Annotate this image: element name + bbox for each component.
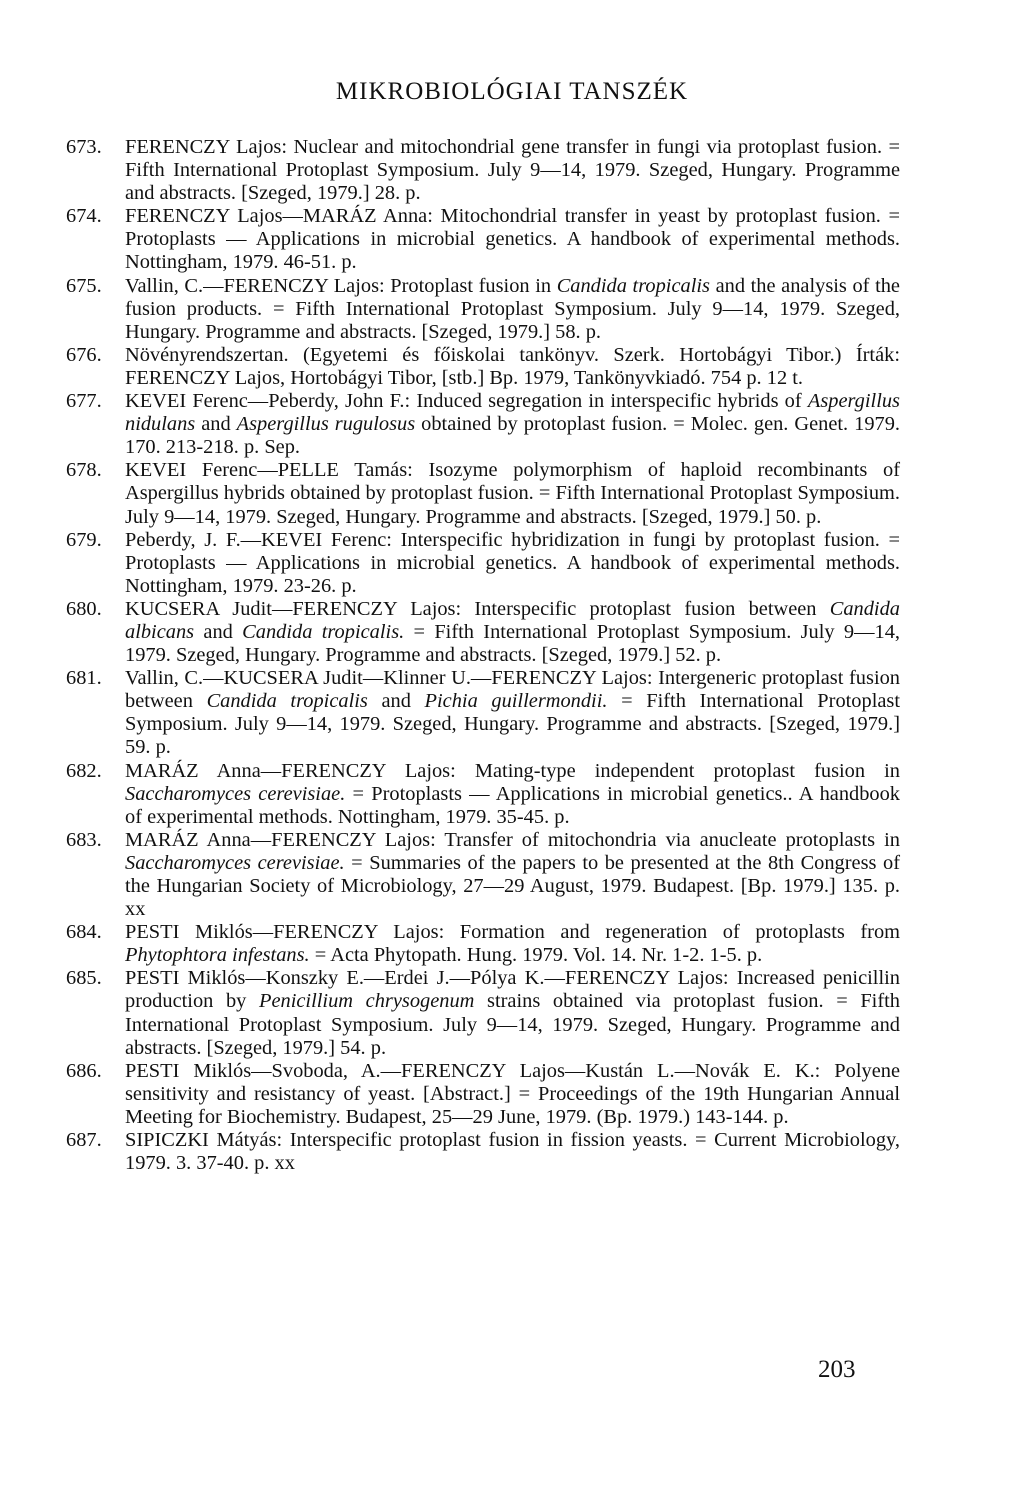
entry-number: 675. (66, 274, 102, 297)
entry-text: KEVEI Ferenc—Peberdy, John F.: Induced segregation in interspecific hybrids of (125, 390, 808, 413)
entry-text: obtained by protoplast fusion. = Molec. gen. Genet. 1979. 170. 213-218. p. Sep. (125, 413, 901, 459)
species-name-italic: Pichia guillermondii. (424, 690, 608, 713)
entry-text: PESTI Miklós—FERENCZY Lajos: Formation and regeneration of protoplasts from (125, 921, 900, 944)
page-number: 203 (818, 1356, 856, 1383)
bibliography-entry (66, 597, 900, 667)
entry-text: PESTI Miklós—Konszky E.—Erdei J.—Pólya K.—FERENCZY Lajos: Increased penicillin production by (125, 967, 900, 1013)
bibliography-entry (66, 390, 901, 459)
entry-text: Vallin, C.—FERENCZY Lajos: Protoplast fusion in (125, 274, 557, 297)
entry-number: 685. (66, 967, 102, 990)
entry-text: MARÁZ Anna—FERENCZY Lajos: Transfer of mitochondria via anucleate protoplasts in (125, 828, 900, 851)
entry-number: 676. (66, 343, 102, 366)
bibliography-entry (66, 667, 901, 759)
bibliography-entry (66, 828, 901, 921)
bibliography-entry (66, 136, 900, 205)
entry-number: 681. (66, 667, 102, 690)
entry-text: Peberdy, J. F.—KEVEI Ferenc: Interspecific hybridization in fungi by protoplast fusion. = Protoplasts — Applications in microbial genetics. A handbook of experimental methods. Nottingham, 1979. 23-26. p. (125, 528, 900, 597)
entry-text: and (194, 620, 243, 643)
entry-number: 673. (66, 136, 102, 158)
entry-number: 686. (66, 1059, 102, 1082)
entry-text: KUCSERA Judit—FERENCZY Lajos: Interspecific protoplast fusion between (125, 597, 830, 620)
species-name-italic: Saccharomyces cerevisiae. (125, 851, 345, 874)
species-name-italic: Candida tropicalis (206, 690, 368, 713)
entry-text: Vallin, C.—KUCSERA Judit—Klinner U.—FERENCZY Lajos: Intergeneric protoplast fusion between (125, 667, 900, 713)
entry-number: 678. (66, 459, 102, 482)
entry-number: 677. (66, 390, 102, 413)
entry-number: 680. (66, 597, 102, 620)
entry-number: 687. (66, 1129, 102, 1152)
entry-text: KEVEI Ferenc—PELLE Tamás: Isozyme polymorphism of haploid recombinants of Aspergillus hybrids obtained by protoplast fusion. = Fifth International Protoplast Symposium. July 9—14, 1979. Szeged, Hungary. Programme and abstracts. [Szeged, 1979.] 50. p. (125, 459, 900, 528)
entry-number: 679. (66, 528, 102, 551)
entry-text: = Acta Phytopath. Hung. 1979. Vol. 14. Nr. 1-2. 1-5. p. (309, 944, 763, 967)
entry-text: = Fifth International Protoplast Symposium. July 9—14, 1979. Szeged, Hungary. Programme and abstracts. [Szeged, 1979.] 52. p. (125, 620, 900, 667)
entry-text: and (367, 690, 425, 713)
bibliography-entry (66, 459, 900, 528)
bibliography-entry (66, 528, 900, 598)
entry-text: FERENCZY Lajos—MARÁZ Anna: Mitochondrial transfer in yeast by protoplast fusion. = Protoplasts — Applications in microbial genetics. A handbook of experimental methods. Nottingham, 1979. 46-51. p. (125, 205, 900, 274)
species-name-italic: Phytophtora infestans. (125, 944, 310, 967)
entry-number: 683. (66, 828, 102, 851)
bibliography-entry (66, 759, 901, 829)
entry-text: strains obtained via protoplast fusion. = Fifth International Protoplast Symposium. July 9—14, 1979. Szeged, Hungary. Programme and abstracts. [Szeged, 1979.] 54. p. (125, 990, 901, 1059)
species-name-italic: Candida tropicalis. (242, 620, 405, 643)
entry-text: = Fifth International Protoplast Symposium. July 9—14, 1979. Szeged, Hungary. Programme and abstracts. [Szeged, 1979.] 59. p. (125, 690, 901, 759)
entry-text: Növényrendszertan. (Egyetemi és főiskolai tankönyv. Szerk. Hortobágyi Tibor.) Írták: FERENCZY Lajos, Hortobágyi Tibor, [stb.] Bp. 1979, Tankönyvkiadó. 754 p. 12 t. (125, 343, 900, 389)
entry-text: = Protoplasts — Applications in microbial genetics.. A handbook of experimental methods. Nottingham, 1979. 35-45. p. (125, 782, 901, 828)
page-header: MIKROBIOLÓGIAI TANSZÉK (335, 78, 689, 105)
entry-number: 682. (66, 759, 102, 782)
bibliography-entry (66, 205, 900, 274)
species-name-italic: Candida albicans (125, 597, 900, 643)
entry-text: PESTI Miklós—Svoboda, A.—FERENCZY Lajos—Kustán L.—Novák E. K.: Polyene sensitivity and resistancy of yeast. [Abstract.] = Proceedings of the 19th Hungarian Annual Meeting for Biochemistry. Budapest, 25—29 June, 1979. (Bp. 1979.) 143-144. p. (125, 1059, 900, 1128)
entry-text: and (195, 413, 237, 436)
bibliography-entry (66, 1059, 900, 1129)
bibliography-entry (66, 921, 900, 967)
entry-text: FERENCZY Lajos: Nuclear and mitochondrial gene transfer in fungi via protoplast fusion. = Fifth International Protoplast Symposium. July 9—14, 1979. Szeged, Hungary. Programme and abstracts. [Szeged, 1979.] 28. p. (125, 136, 900, 205)
bibliography-list (66, 136, 901, 1175)
species-name-italic: Aspergillus rugulosus (236, 413, 416, 436)
entry-text: SIPICZKI Mátyás: Interspecific protoplast fusion in fission yeasts. = Current Microbiology, 1979. 3. 37-40. p. xx (125, 1129, 900, 1175)
entry-number: 684. (66, 921, 102, 944)
bibliography-entry (66, 274, 900, 344)
entry-text: MARÁZ Anna—FERENCZY Lajos: Mating-type independent protoplast fusion in (125, 759, 900, 782)
bibliography-entry (66, 1129, 900, 1175)
bibliography-entry (66, 343, 900, 390)
species-name-italic: Candida tropicalis (556, 274, 710, 297)
bibliography-entry (66, 967, 901, 1059)
entry-number: 674. (66, 205, 102, 228)
species-name-italic: Saccharomyces cerevisiae. (125, 782, 346, 805)
species-name-italic: Aspergillus nidulans (125, 390, 900, 436)
entry-text: and the analysis of the fusion products. = Fifth International Protoplast Symposium. July 9—14, 1979. Szeged, Hungary. Programme and abstracts. [Szeged, 1979.] 58. p. (125, 274, 900, 343)
species-name-italic: Penicillium chrysogenum (259, 990, 475, 1013)
entry-text: = Summaries of the papers to be presented at the 8th Congress of the Hungarian Society of Microbiology, 27—29 August, 1979. Budapest. [Bp. 1979.] 135. p. xx (125, 851, 901, 921)
